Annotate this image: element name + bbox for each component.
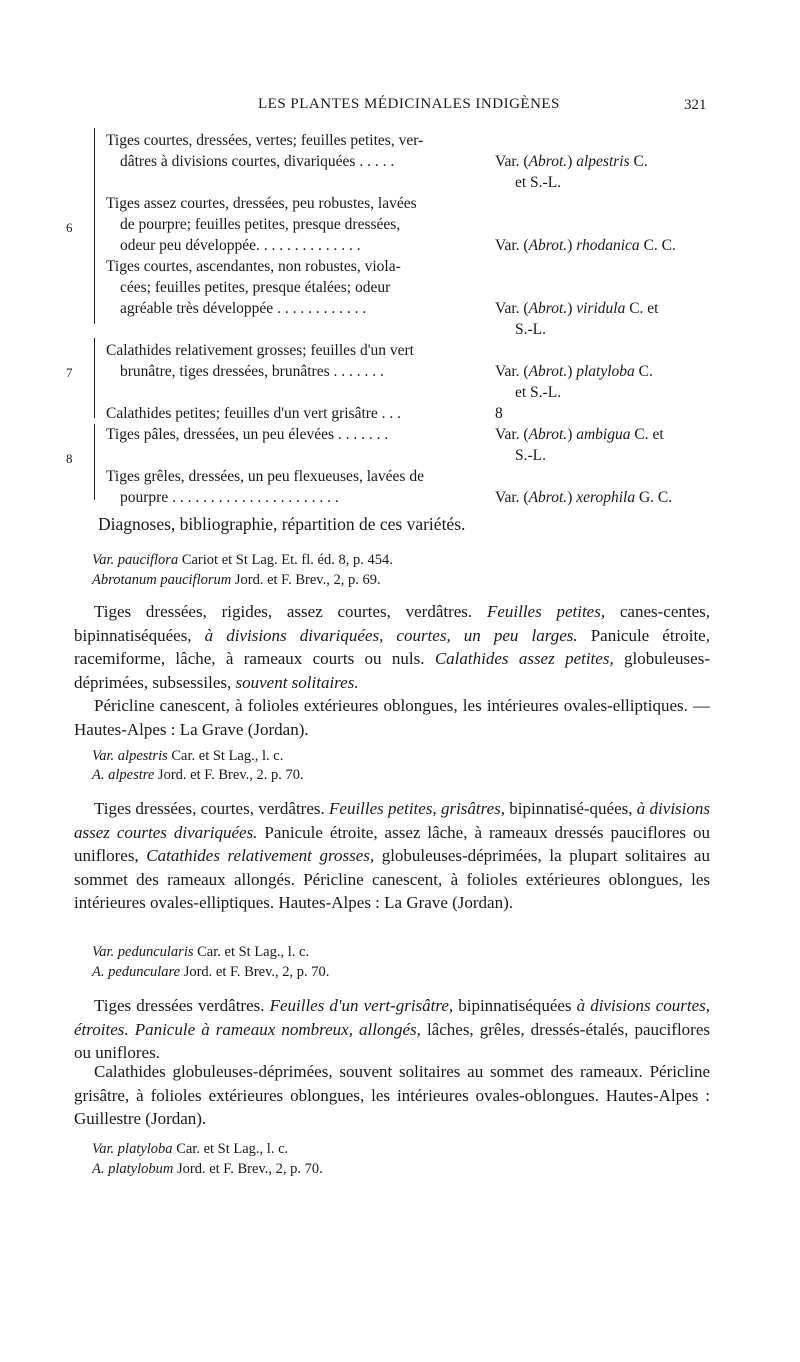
key-result: Var. (Abrot.) ambigua C. et bbox=[495, 426, 664, 443]
reference-line: A. pedunculare Jord. et F. Brev., 2, p. 70. bbox=[92, 964, 330, 980]
key-result: Var. (Abrot.) rhodanica C. C. bbox=[495, 237, 676, 254]
key-result: Var. (Abrot.) platyloba C. bbox=[495, 363, 653, 380]
key-number-7: 7 bbox=[66, 365, 73, 380]
reference-line: A. platylobum Jord. et F. Brev., 2, p. 70. bbox=[92, 1161, 323, 1177]
key-result: S.-L. bbox=[515, 447, 546, 464]
key-number-6: 6 bbox=[66, 220, 73, 235]
reference-line: Abrotanum pauciflorum Jord. et F. Brev., 2, p. 69. bbox=[92, 572, 381, 588]
brace-7 bbox=[94, 338, 95, 418]
paragraph: Calathides globuleuses-déprimées, souvent solitaires au sommet des rameaux. Péricline grisâtre, à folioles extérieures oblongues, les intérieures ovales-oblongues. Hautes-Alpes : Guillestre (Jordan). bbox=[74, 1062, 710, 1128]
key-line: odeur peu développée. . . . . . . . . . . . . . bbox=[120, 237, 361, 254]
key-line: Tiges assez courtes, dressées, peu robustes, lavées bbox=[106, 195, 417, 212]
reference-line: Var. pauciflora Cariot et St Lag. Et. fl. éd. 8, p. 454. bbox=[92, 552, 393, 568]
key-result: et S.-L. bbox=[515, 174, 562, 191]
section-heading: Diagnoses, bibliographie, répartition de ces variétés. bbox=[98, 514, 466, 534]
key-line: Tiges courtes, dressées, vertes; feuilles petites, ver- bbox=[106, 132, 424, 149]
key-line: dâtres à divisions courtes, divariquées . . . . . bbox=[120, 153, 395, 170]
key-line: Calathides petites; feuilles d'un vert grisâtre . . . bbox=[106, 405, 402, 422]
paragraph: Tiges dressées, courtes, verdâtres. Feuilles petites, grisâtres, bipinnatisé-quées, à divisions assez courtes divariquées. Panicule étroite, assez lâche, à rameaux dressés pauciflores ou uniflores, Catathides relativement grosses, globuleuses-déprimées, la plupart solitaires au sommet des rameaux allongés. Péricline canescent, à folioles extérieures oblongues, les intérieures ovales-elliptiques. Hautes-Alpes : La Grave (Jordan). bbox=[74, 799, 710, 912]
key-line: Tiges grêles, dressées, un peu flexueuses, lavées de bbox=[106, 468, 424, 485]
key-result: Var. (Abrot.) xerophila G. C. bbox=[495, 489, 673, 506]
key-line: Tiges courtes, ascendantes, non robustes, viola- bbox=[106, 258, 401, 275]
reference-line: Var. platyloba Car. et St Lag., l. c. bbox=[92, 1141, 289, 1157]
key-line: pourpre . . . . . . . . . . . . . . . . . . . . . . bbox=[120, 489, 339, 506]
key-number-8: 8 bbox=[66, 451, 73, 466]
key-result: et S.-L. bbox=[515, 384, 562, 401]
reference-line: A. alpestre Jord. et F. Brev., 2. p. 70. bbox=[92, 767, 304, 783]
key-line: cées; feuilles petites, presque étalées; odeur bbox=[120, 279, 391, 296]
paragraph: Péricline canescent, à folioles extérieures oblongues, les intérieures ovales-elliptiques. — Hautes-Alpes : La Grave (Jordan). bbox=[74, 696, 710, 739]
key-line: Calathides relativement grosses; feuilles d'un vert bbox=[106, 342, 414, 359]
page-number: 321 bbox=[684, 97, 707, 113]
reference-line: Var. peduncularis Car. et St Lag., l. c. bbox=[92, 944, 310, 960]
key-line: Tiges pâles, dressées, un peu élevées . . . . . . . bbox=[106, 426, 389, 443]
key-line: brunâtre, tiges dressées, brunâtres . . . . . . . bbox=[120, 363, 384, 380]
running-title: LES PLANTES MÉDICINALES INDIGÈNES bbox=[258, 96, 560, 112]
key-result: 8 bbox=[495, 405, 503, 422]
key-result: Var. (Abrot.) viridula C. et bbox=[495, 300, 659, 317]
key-line: de pourpre; feuilles petites, presque dressées, bbox=[120, 216, 401, 233]
key-result: S.-L. bbox=[515, 321, 546, 338]
key-result: Var. (Abrot.) alpestris C. bbox=[495, 153, 648, 170]
key-line: agréable très développée . . . . . . . . . . . . bbox=[120, 300, 367, 317]
paragraph: Tiges dressées verdâtres. Feuilles d'un vert-grisâtre, bipinnatiséquées à divisions courtes, étroites. Panicule à rameaux nombreux, allongés, lâches, grêles, dressés-étalés, pauciflores ou uniflores. bbox=[74, 996, 711, 1062]
reference-line: Var. alpestris Car. et St Lag., l. c. bbox=[92, 748, 284, 764]
brace-6 bbox=[94, 128, 95, 324]
paragraph: Tiges dressées, rigides, assez courtes, verdâtres. Feuilles petites, canes-centes, bipinnatiséquées, à divisions divariquées, courtes, un peu larges. Panicule étroite, racemiforme, lâche, à rameaux courts ou nuls. Calathides assez petites, globuleuses-déprimées, subsessiles, souvent solitaires. bbox=[74, 602, 710, 692]
brace-8 bbox=[94, 424, 95, 500]
